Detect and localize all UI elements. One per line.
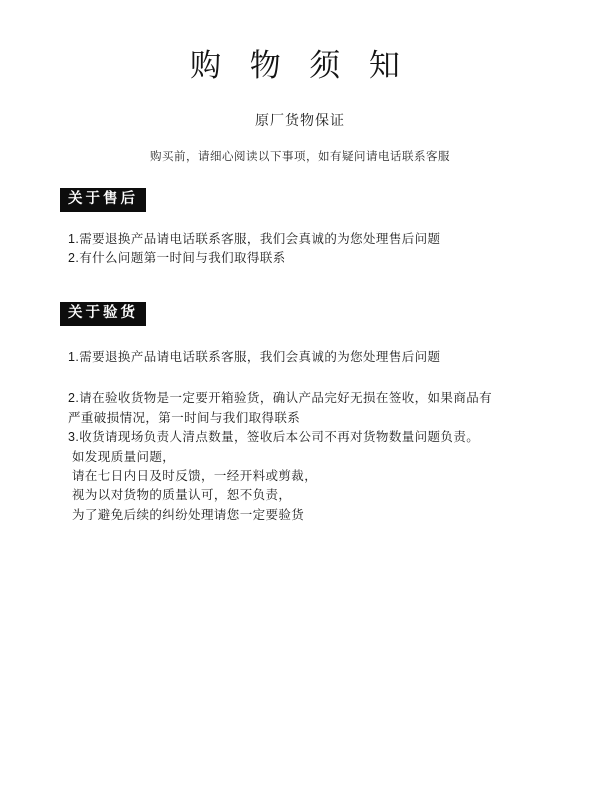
list-item-line: 严重破损情况，第一时间与我们取得联系 xyxy=(68,410,301,425)
list-item xyxy=(40,326,560,367)
list-item xyxy=(40,367,560,428)
list-item-line: 如发现质量问题， xyxy=(72,449,176,464)
section-after-sales xyxy=(40,164,560,268)
intro-text: 购买前，请细心阅读以下事项，如有疑问请电话联系客服 xyxy=(150,151,450,163)
list-item-line: 视为以对货物的质量认可，恕不负责， xyxy=(72,488,292,503)
list-item-line: 1.需要退换产品请电话联系客服，我们会真诚的为您处理售后问题 xyxy=(68,231,441,246)
section-heading-wrap xyxy=(40,164,560,212)
list-item-line: 2.请在验收货物是一定要开箱验货，确认产品完好无损在签收，如果商品有 xyxy=(68,391,493,406)
list-item-line: 3.收货请现场负责人清点数量，签收后本公司不再对货物数量问题负责。 xyxy=(68,430,480,445)
section-heading-inspection: 关于验货 xyxy=(60,302,146,326)
list-item-line: 1.需要退换产品请电话联系客服，我们会真诚的为您处理售后问题 xyxy=(68,350,441,365)
section-heading-after-sales: 关于售后 xyxy=(60,188,146,212)
list-item xyxy=(40,212,560,249)
list-item-line: 请在七日内日及时反馈，一经开料或剪裁， xyxy=(72,468,318,483)
page-subtitle: 原厂货物保证 xyxy=(255,112,345,128)
list-item-line: 为了避免后续的纠纷处理请您一定要验货 xyxy=(72,507,305,522)
list-item xyxy=(40,428,560,525)
section-inspection xyxy=(40,268,560,525)
section-heading-wrap xyxy=(40,268,560,326)
list-item xyxy=(40,249,560,268)
list-item-line: 2.有什么问题第一时间与我们取得联系 xyxy=(68,251,286,266)
page-title: 购 物 须 知 xyxy=(190,48,410,83)
